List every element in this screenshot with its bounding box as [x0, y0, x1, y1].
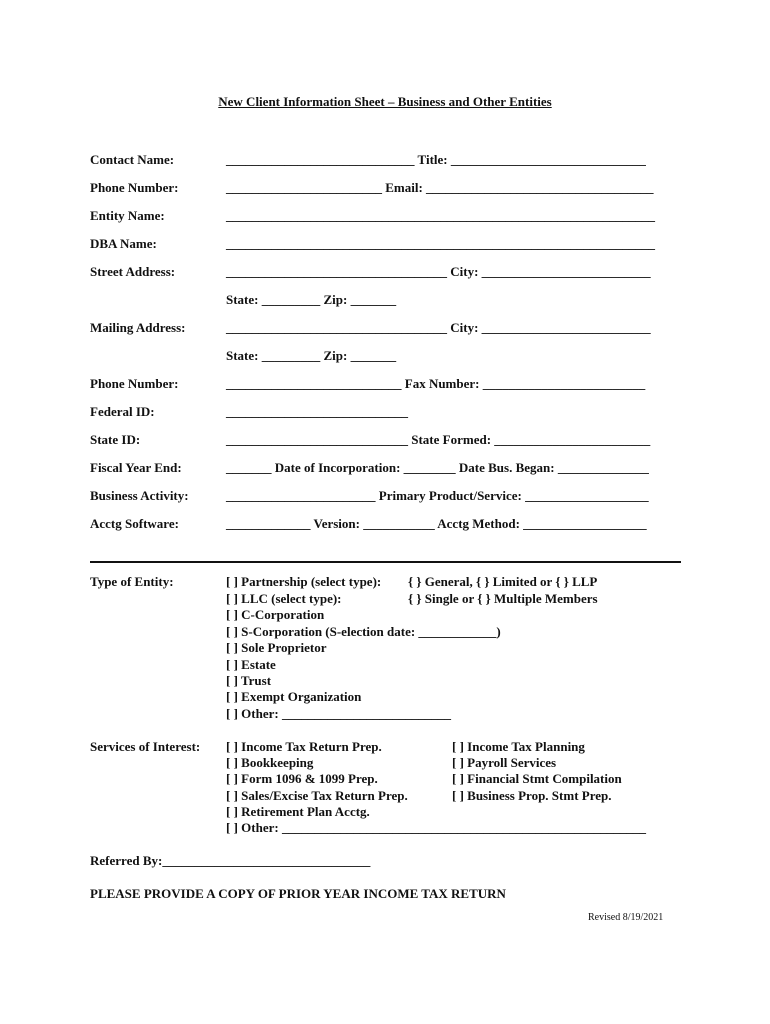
service-payroll[interactable]: [ ] Payroll Services — [452, 755, 557, 770]
service-other[interactable]: [ ] Other: ________________________________________________________ — [226, 820, 646, 835]
phone-email-fields[interactable]: ________________________ Email: ___________________________________ — [226, 180, 654, 195]
referred-by-field[interactable]: Referred By:________________________________ — [90, 853, 371, 868]
entity-name-label: Entity Name: — [90, 208, 165, 223]
service-bookkeeping[interactable]: [ ] Bookkeeping — [226, 755, 314, 770]
entity-option-s-corp[interactable]: [ ] S-Corporation (S-election date: ____________) — [226, 624, 501, 639]
entity-name-field[interactable]: __________________________________________________________________ — [226, 208, 655, 223]
service-income-tax-return[interactable]: [ ] Income Tax Return Prep. — [226, 739, 382, 754]
section-divider — [90, 561, 681, 563]
entity-option-c-corp[interactable]: [ ] C-Corporation — [226, 607, 325, 622]
service-income-tax-planning[interactable]: [ ] Income Tax Planning — [452, 739, 585, 754]
services-of-interest-label: Services of Interest: — [90, 739, 201, 754]
service-financial-stmt[interactable]: [ ] Financial Stmt Compilation — [452, 771, 622, 786]
state-id-formed-fields[interactable]: ____________________________ State Formed: ________________________ — [226, 432, 651, 447]
service-retirement-plan[interactable]: [ ] Retirement Plan Acctg. — [226, 804, 370, 819]
service-form-1096-1099[interactable]: [ ] Form 1096 & 1099 Prep. — [226, 771, 378, 786]
entity-option-exempt-org[interactable]: [ ] Exempt Organization — [226, 689, 362, 704]
form-title: New Client Information Sheet – Business and Other Entities — [218, 94, 552, 109]
entity-option-trust[interactable]: [ ] Trust — [226, 673, 272, 688]
type-of-entity-label: Type of Entity: — [90, 574, 174, 589]
contact-name-title-fields[interactable]: _____________________________ Title: ______________________________ — [226, 152, 646, 167]
entity-option-sole-proprietor[interactable]: [ ] Sole Proprietor — [226, 640, 327, 655]
mailing-state-zip-fields[interactable]: State: _________ Zip: _______ — [226, 348, 397, 363]
acctg-software-fields[interactable]: _____________ Version: ___________ Acctg Method: ___________________ — [226, 516, 647, 531]
mailing-address-label: Mailing Address: — [90, 320, 186, 335]
service-business-prop-stmt[interactable]: [ ] Business Prop. Stmt Prep. — [452, 788, 612, 803]
phone-number-label: Phone Number: — [90, 180, 179, 195]
street-state-zip-fields[interactable]: State: _________ Zip: _______ — [226, 292, 397, 307]
street-address-city-fields[interactable]: __________________________________ City: __________________________ — [226, 264, 651, 279]
contact-name-label: Contact Name: — [90, 152, 175, 167]
federal-id-field[interactable]: ____________________________ — [226, 404, 408, 419]
service-sales-excise-tax[interactable]: [ ] Sales/Excise Tax Return Prep. — [226, 788, 408, 803]
federal-id-label: Federal ID: — [90, 404, 155, 419]
business-activity-fields[interactable]: _______________________ Primary Product/Service: ___________________ — [226, 488, 649, 503]
phone-fax-fields[interactable]: ___________________________ Fax Number: _________________________ — [226, 376, 646, 391]
street-address-label: Street Address: — [90, 264, 176, 279]
entity-option-estate[interactable]: [ ] Estate — [226, 657, 276, 672]
fiscal-dates-fields[interactable]: _______ Date of Incorporation: ________ Date Bus. Began: ______________ — [226, 460, 649, 475]
partnership-subtype-options[interactable]: { } General, { } Limited or { } LLP — [408, 574, 598, 589]
entity-option-partnership[interactable]: [ ] Partnership (select type): — [226, 574, 382, 589]
state-id-label: State ID: — [90, 432, 141, 447]
acctg-software-label: Acctg Software: — [90, 516, 179, 531]
fiscal-year-end-label: Fiscal Year End: — [90, 460, 182, 475]
revision-date: Revised 8/19/2021 — [588, 912, 664, 923]
business-activity-label: Business Activity: — [90, 488, 189, 503]
phone-number-2-label: Phone Number: — [90, 376, 179, 391]
entity-option-other[interactable]: [ ] Other: __________________________ — [226, 706, 451, 721]
dba-name-label: DBA Name: — [90, 236, 157, 251]
dba-name-field[interactable]: __________________________________________________________________ — [226, 236, 655, 251]
llc-subtype-options[interactable]: { } Single or { } Multiple Members — [408, 591, 598, 606]
mailing-address-city-fields[interactable]: __________________________________ City: __________________________ — [226, 320, 651, 335]
entity-option-llc[interactable]: [ ] LLC (select type): — [226, 591, 342, 606]
prior-year-return-notice: PLEASE PROVIDE A COPY OF PRIOR YEAR INCOME TAX RETURN — [90, 886, 506, 901]
